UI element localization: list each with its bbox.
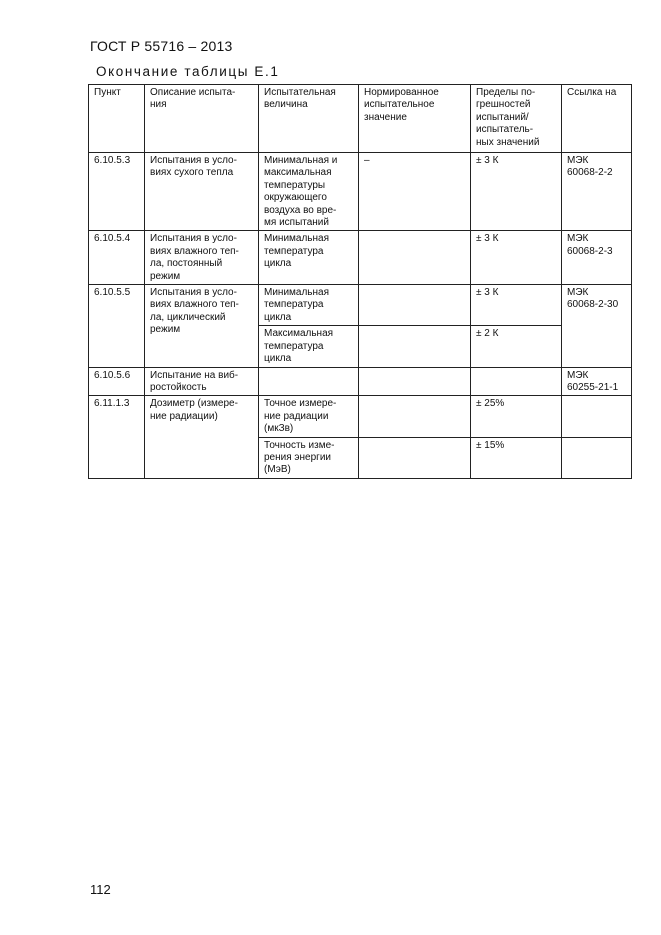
header-cell: Нормированное испытательное значение <box>359 85 471 153</box>
nominal-cell <box>359 396 471 437</box>
description-cell: Испытание на виб- ростойкость <box>145 367 259 396</box>
limit-cell: ± 2 К <box>471 326 562 367</box>
clause-cell: 6.10.5.3 <box>89 153 145 231</box>
nominal-cell <box>359 326 471 367</box>
clause-cell: 6.10.5.6 <box>89 367 145 396</box>
table-row <box>89 231 632 285</box>
page-number: 112 <box>90 882 111 897</box>
nominal-cell <box>359 437 471 478</box>
header-row <box>89 85 632 153</box>
limit-cell: ± 25% <box>471 396 562 437</box>
limit-cell: ± 15% <box>471 437 562 478</box>
header-cell: Пределы по- грешностей испытаний/ испытатель- ных значений <box>471 85 562 153</box>
quantity-cell: Минимальная температура цикла <box>259 231 359 285</box>
description-cell: Испытания в усло- виях влажного теп- ла, постоянный режим <box>145 231 259 285</box>
reference-cell: МЭК 60068-2-30 <box>562 285 632 367</box>
reference-cell: МЭК 60068-2-2 <box>562 153 632 231</box>
quantity-cell: Минимальная и максимальная температуры окружающего воздуха во вре- мя испытаний <box>259 153 359 231</box>
limit-cell <box>471 367 562 396</box>
quantity-cell: Максимальная температура цикла <box>259 326 359 367</box>
clause-cell: 6.10.5.4 <box>89 231 145 285</box>
table-caption: Окончание таблицы Е.1 <box>96 64 280 79</box>
test-table <box>88 84 632 479</box>
reference-cell: МЭК 60068-2-3 <box>562 231 632 285</box>
limit-cell: ± 3 К <box>471 153 562 231</box>
reference-cell <box>562 437 632 478</box>
nominal-cell <box>359 231 471 285</box>
description-cell: Дозиметр (измере- ние радиации) <box>145 396 259 478</box>
clause-cell: 6.11.1.3 <box>89 396 145 478</box>
table-row <box>89 367 632 396</box>
quantity-cell: Точность изме- рения энергии (МэВ) <box>259 437 359 478</box>
header-cell: Пункт <box>89 85 145 153</box>
description-cell: Испытания в усло- виях сухого тепла <box>145 153 259 231</box>
header-cell: Ссылка на <box>562 85 632 153</box>
table-row <box>89 396 632 437</box>
reference-cell: МЭК 60255-21-1 <box>562 367 632 396</box>
nominal-cell <box>359 367 471 396</box>
reference-cell <box>562 396 632 437</box>
nominal-cell <box>359 285 471 326</box>
quantity-cell <box>259 367 359 396</box>
quantity-cell: Точное измере- ние радиации (мкЗв) <box>259 396 359 437</box>
description-cell: Испытания в усло- виях влажного теп- ла, циклический режим <box>145 285 259 367</box>
header-cell: Испытательная величина <box>259 85 359 153</box>
nominal-cell: – <box>359 153 471 231</box>
quantity-cell: Минимальная температура цикла <box>259 285 359 326</box>
table-row <box>89 153 632 231</box>
limit-cell: ± 3 К <box>471 231 562 285</box>
standard-designation: ГОСТ Р 55716 – 2013 <box>90 38 233 54</box>
clause-cell: 6.10.5.5 <box>89 285 145 367</box>
table-row <box>89 285 632 326</box>
header-cell: Описание испыта- ния <box>145 85 259 153</box>
limit-cell: ± 3 К <box>471 285 562 326</box>
